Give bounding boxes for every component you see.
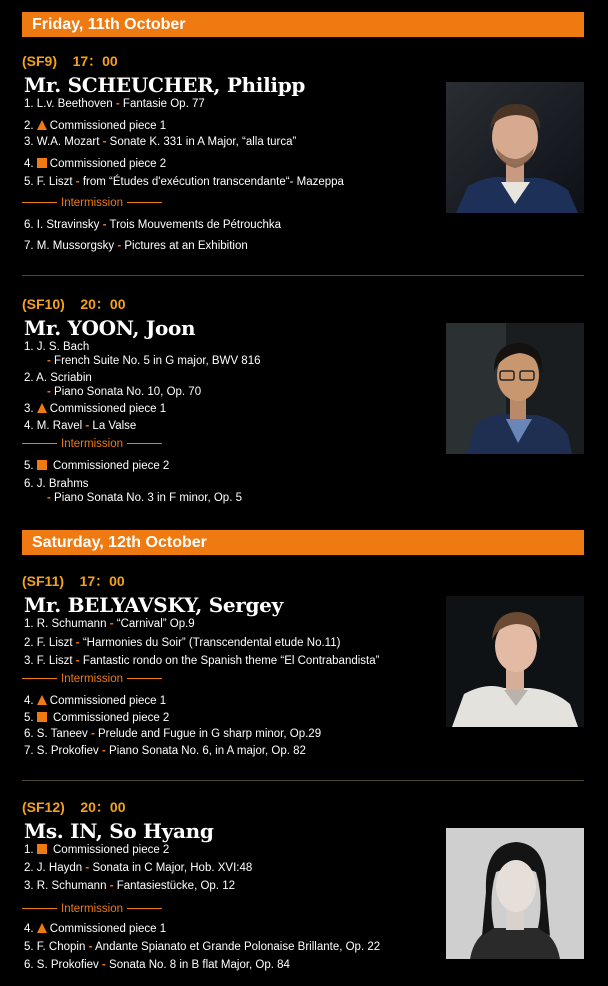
section-divider [22, 275, 584, 276]
day-header-friday: Friday, 11th October [22, 12, 584, 37]
program-item: 6. S. Prokofiev - Sonata No. 8 in B flat Major, Op. 84 [24, 959, 290, 971]
program-item: 1. Commissioned piece 2 [24, 844, 170, 856]
square-marker-icon [37, 158, 47, 168]
program-item: 1. L.v. Beethoven - Fantasie Op. 77 [24, 98, 205, 110]
performer-name: Ms. IN, So Hyang [24, 819, 214, 843]
program-item: 3. Commissioned piece 1 [24, 403, 167, 415]
program-item: 2. J. Haydn - Sonata in C Major, Hob. XVI:48 [24, 862, 253, 874]
square-marker-icon [37, 460, 47, 470]
program-item: 4. Commissioned piece 2 [24, 158, 167, 170]
session-code-time: (SF9) 17：00 [22, 53, 118, 69]
program-item: 2. F. Liszt - “Harmonies du Soir” (Transcendental etude No.11) [24, 637, 341, 649]
program-item: 7. S. Prokofiev - Piano Sonata No. 6, in A major, Op. 82 [24, 745, 306, 757]
day-header-saturday: Saturday, 12th October [22, 530, 584, 555]
program-item: - Piano Sonata No. 3 in F minor, Op. 5 [47, 492, 242, 504]
program-item: 5. Commissioned piece 2 [24, 712, 170, 724]
triangle-marker-icon [37, 695, 47, 705]
section-divider [22, 780, 584, 781]
program-item: 6. S. Taneev - Prelude and Fugue in G sharp minor, Op.29 [24, 728, 322, 740]
program-item: 6. I. Stravinsky - Trois Mouvements de Pétrouchka [24, 219, 281, 231]
session-code-time: (SF12) 20：00 [22, 799, 126, 815]
program-item: - Piano Sonata No. 10, Op. 70 [47, 386, 202, 398]
program-item: 2. Commissioned piece 1 [24, 120, 167, 132]
square-marker-icon [37, 712, 47, 722]
program-item: 2. A. Scriabin [24, 372, 92, 384]
program-item: 1. R. Schumann - “Carnival” Op.9 [24, 618, 195, 630]
program-item: 4. M. Ravel - La Valse [24, 420, 137, 432]
session-code-time: (SF10) 20：00 [22, 296, 126, 312]
intermission-label: Intermission [22, 903, 166, 915]
performer-name: Mr. YOON, Joon [24, 316, 196, 340]
program-item: 3. W.A. Mozart - Sonate K. 331 in A Major, “alla turca” [24, 136, 297, 148]
intermission-label: Intermission [22, 197, 166, 209]
program-item: 4. Commissioned piece 1 [24, 695, 167, 707]
performer-photo [446, 828, 584, 959]
triangle-marker-icon [37, 403, 47, 413]
program-item: 5. F. Chopin - Andante Spianato et Grande Polonaise Brillante, Op. 22 [24, 941, 381, 953]
program-item: 3. R. Schumann - Fantasiestücke, Op. 12 [24, 880, 235, 892]
performer-photo [446, 596, 584, 727]
program-item: - French Suite No. 5 in G major, BWV 816 [47, 355, 261, 367]
performer-name: Mr. SCHEUCHER, Philipp [24, 73, 306, 97]
program-item: 3. F. Liszt - Fantastic rondo on the Spanish theme “El Contrabandista” [24, 655, 380, 667]
performer-name: Mr. BELYAVSKY, Sergey [24, 593, 283, 617]
program-item: 4. Commissioned piece 1 [24, 923, 167, 935]
session-code-time: (SF11) 17：00 [22, 573, 125, 589]
triangle-marker-icon [37, 120, 47, 130]
program-item: 1. J. S. Bach [24, 341, 90, 353]
performer-photo [446, 323, 584, 454]
triangle-marker-icon [37, 923, 47, 933]
program-item: 5. Commissioned piece 2 [24, 460, 170, 472]
intermission-label: Intermission [22, 438, 166, 450]
program-item: 5. F. Liszt - from “Études d'exécution transcendante“- Mazeppa [24, 176, 344, 188]
performer-photo [446, 82, 584, 213]
program-item: 7. M. Mussorgsky - Pictures at an Exhibition [24, 240, 248, 252]
program-item: 6. J. Brahms [24, 478, 89, 490]
square-marker-icon [37, 844, 47, 854]
intermission-label: Intermission [22, 673, 166, 685]
